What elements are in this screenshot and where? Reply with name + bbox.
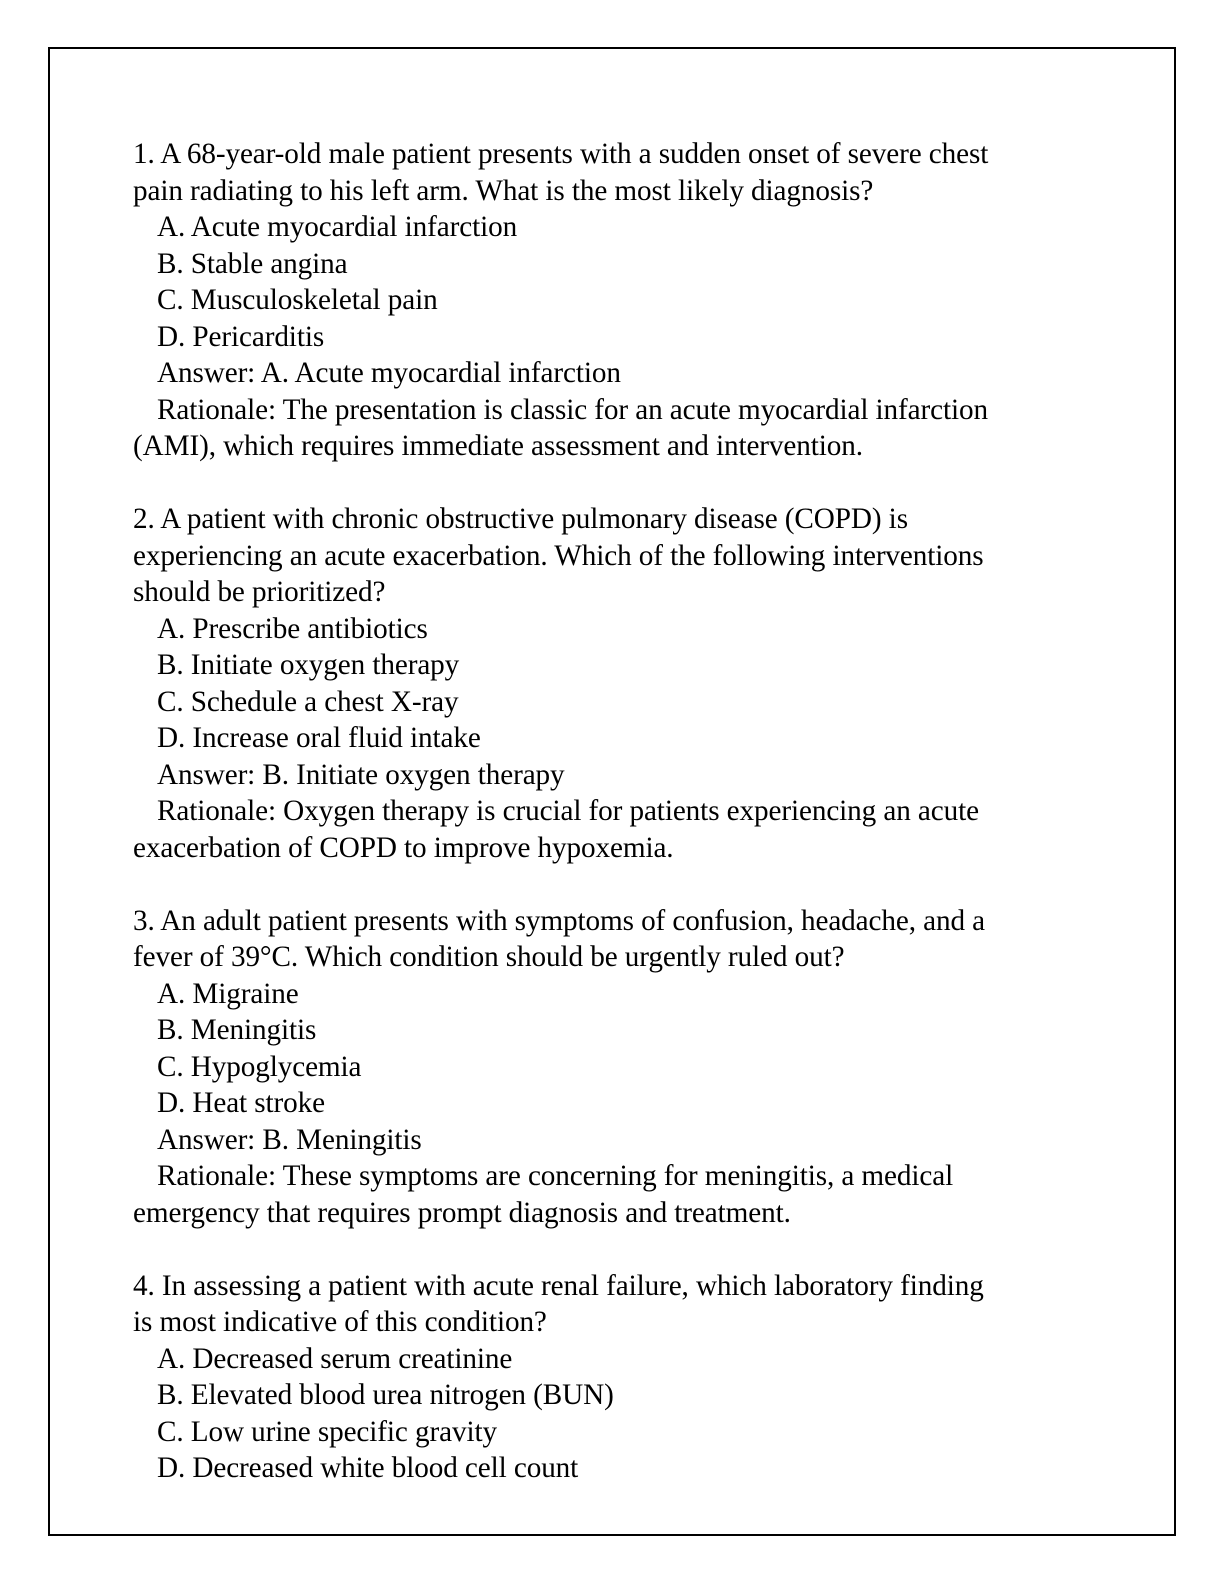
rationale-line: Rationale: Oxygen therapy is crucial for patients experiencing an acute xyxy=(157,795,979,827)
question-stem-line: experiencing an acute exacerbation. Which of the following interventions xyxy=(133,539,984,572)
rationale-line: (AMI), which requires immediate assessment and intervention. xyxy=(133,430,863,462)
rationale-line: exacerbation of COPD to improve hypoxemia. xyxy=(133,831,674,864)
option-b: B. Initiate oxygen therapy xyxy=(157,649,460,681)
question-stem-line: should be prioritized? xyxy=(133,576,386,608)
answer: Answer: B. Initiate oxygen therapy xyxy=(157,758,565,791)
option-a: A. Acute myocardial infarction xyxy=(157,211,518,243)
option-a: A. Migraine xyxy=(157,977,299,1010)
question-stem-line: 1. A 68-year-old male patient presents with a sudden onset of severe chest xyxy=(133,138,989,170)
answer: Answer: A. Acute myocardial infarction xyxy=(157,357,621,389)
rationale-line: emergency that requires prompt diagnosis and treatment. xyxy=(133,1196,791,1229)
option-d: D. Increase oral fluid intake xyxy=(157,722,481,754)
rationale-line: Rationale: The presentation is classic for an acute myocardial infarction xyxy=(157,393,988,426)
question-1 xyxy=(133,136,1093,465)
question-stem-line: 2. A patient with chronic obstructive pulmonary disease (COPD) is xyxy=(133,503,908,535)
document-content xyxy=(133,136,1093,1523)
option-b: B. Stable angina xyxy=(157,247,348,280)
question-2 xyxy=(133,501,1093,866)
option-b: B. Meningitis xyxy=(157,1014,317,1046)
question-stem-line: pain radiating to his left arm. What is the most likely diagnosis? xyxy=(133,174,874,207)
option-a: A. Decreased serum creatinine xyxy=(157,1342,513,1375)
option-a: A. Prescribe antibiotics xyxy=(157,612,428,645)
question-4 xyxy=(133,1268,1093,1487)
question-stem-line: 4. In assessing a patient with acute renal failure, which laboratory finding xyxy=(133,1269,984,1302)
option-c: C. Musculoskeletal pain xyxy=(157,284,438,316)
question-stem-line: 3. An adult patient presents with symptoms of confusion, headache, and a xyxy=(133,904,986,937)
question-3 xyxy=(133,903,1093,1232)
question-stem-line: fever of 39°C. Which condition should be urgently ruled out? xyxy=(133,941,845,973)
option-b: B. Elevated blood urea nitrogen (BUN) xyxy=(157,1379,614,1411)
rationale-line: Rationale: These symptoms are concerning for meningitis, a medical xyxy=(157,1160,954,1192)
option-d: D. Heat stroke xyxy=(157,1087,325,1119)
option-c: C. Low urine specific gravity xyxy=(157,1415,497,1448)
answer: Answer: B. Meningitis xyxy=(157,1123,422,1156)
question-stem-line: is most indicative of this condition? xyxy=(133,1306,547,1338)
option-d: D. Pericarditis xyxy=(157,320,325,353)
option-c: C. Schedule a chest X-ray xyxy=(157,685,459,718)
option-d: D. Decreased white blood cell count xyxy=(157,1452,579,1484)
option-c: C. Hypoglycemia xyxy=(157,1050,362,1083)
